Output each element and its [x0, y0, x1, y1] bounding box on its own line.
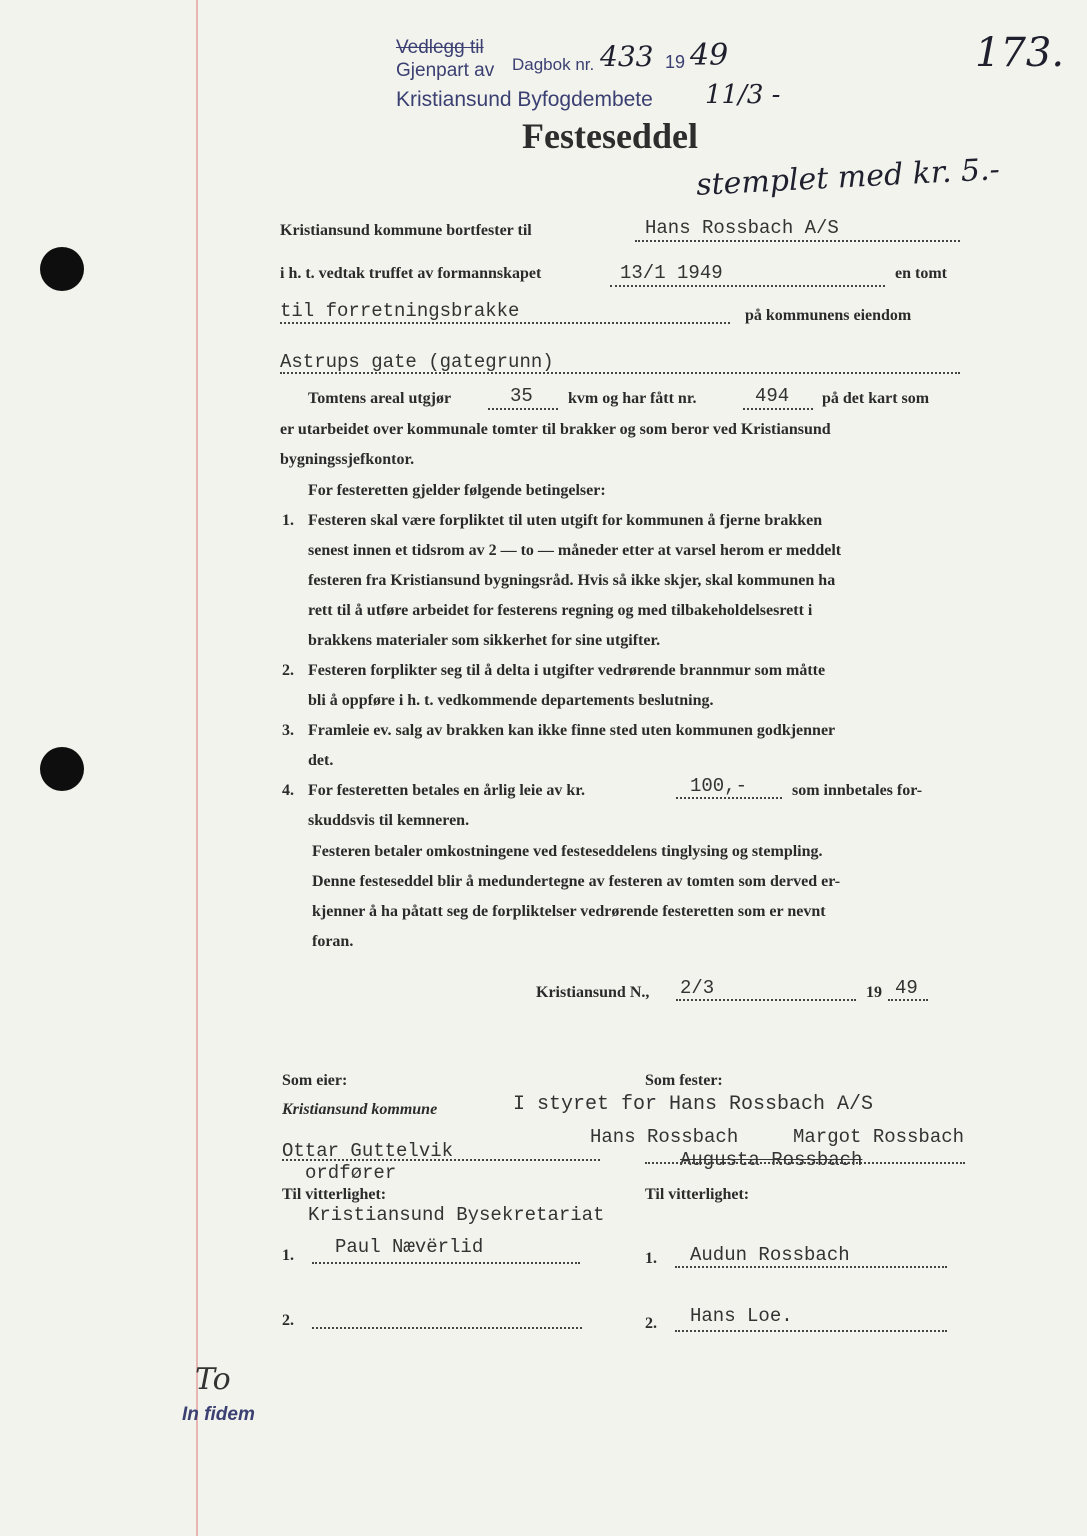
fill-line [312, 1327, 582, 1329]
stamp-line-2: Gjenpart av [396, 60, 495, 81]
condition-line: det. [308, 752, 334, 769]
area-nr: 494 [755, 385, 790, 407]
left-witness-1: Paul Nævërlid [335, 1236, 484, 1258]
stamp-date: 11/3 - [705, 80, 781, 110]
year-prefix: 19 [866, 984, 882, 1001]
fill-line [676, 797, 782, 799]
punch-hole [40, 247, 84, 291]
place-label: Kristiansund N., [536, 984, 650, 1001]
condition-line: bli å oppføre i h. t. vedkommende departements beslutning. [308, 692, 714, 709]
footer-stamp: In fidem [182, 1404, 255, 1425]
fill-line [312, 1262, 580, 1264]
margin-rule [196, 0, 198, 1536]
witness-label-right: Til vitterlighet: [645, 1186, 750, 1203]
fill-line [645, 1162, 965, 1164]
condition-line: Framleie ev. salg av brakken kan ikke finne sted uten kommunen godkjenner [308, 722, 836, 739]
fill-line [488, 408, 558, 410]
fill-line [675, 1330, 947, 1332]
intro-line-3-end: på kommunens eiendom [745, 307, 912, 324]
area-label-c: på det kart som [822, 390, 930, 407]
fill-line [280, 322, 730, 324]
left-witness-2-num: 2. [282, 1312, 294, 1329]
location: Astrups gate (gategrunn) [280, 351, 554, 373]
document-title: Festeseddel [522, 116, 698, 156]
stamp-year: 49 [690, 38, 729, 73]
owner-name: Kristiansund kommune [282, 1101, 438, 1118]
area-line-3: bygningssjefkontor. [280, 451, 415, 468]
rent-label-a: For festeretten betales en årlig leie av kr. [308, 782, 585, 799]
right-witness-2: Hans Loe. [690, 1305, 793, 1327]
left-witness-1-num: 1. [282, 1247, 294, 1264]
condition-number: 2. [282, 662, 294, 679]
closing-line: Denne festeseddel blir å medundertegne av festeren av tomten som derved er- [312, 873, 841, 890]
stamp-year-prefix: 19 [665, 52, 686, 72]
rent-amount: 100,- [690, 775, 748, 797]
sign-year: 49 [895, 977, 918, 999]
footer-mark-icon: To [195, 1362, 231, 1397]
condition-line: rett til å utføre arbeidet for festerens regning og med tilbakeholdelsesrett i [308, 602, 813, 619]
right-witness-1-num: 1. [645, 1250, 657, 1267]
stamp-note: stemplet med kr. 5.- [695, 152, 1001, 203]
condition-line: brakkens materialer som sikkerhet for sine utgifter. [308, 632, 661, 649]
condition-number: 3. [282, 722, 294, 739]
condition-line: Festeren skal være forpliktet til uten utgift for kommunen å fjerne brakken [308, 512, 823, 529]
area-line-2: er utarbeidet over kommunale tomter til brakker og som beror ved Kristiansund [280, 421, 831, 438]
fill-line [635, 240, 960, 242]
lessee-label: Som fester: [645, 1072, 723, 1089]
rent-label-b: som innbetales for- [792, 782, 923, 799]
owner-signature: Ottar Guttelvik [282, 1140, 454, 1162]
purpose: til forretningsbrakke [280, 300, 520, 322]
condition-line: festeren fra Kristiansund bygningsråd. Hvis så ikke skjer, skal kommunen ha [308, 572, 836, 589]
intro-line-2-end: en tomt [895, 265, 947, 282]
area-label-b: kvm og har fått nr. [568, 390, 697, 407]
condition-number: 1. [282, 512, 294, 529]
condition-number: 4. [282, 782, 294, 799]
area-kvm: 35 [510, 385, 533, 407]
closing-line: foran. [312, 933, 354, 950]
closing-line: kjenner å ha påtatt seg de forpliktelser vedrørende festeretten som er nevnt [312, 903, 826, 920]
fill-line [743, 408, 813, 410]
closing-line: Festeren betaler omkostningene ved festeseddelens tinglysing og stempling. [312, 843, 823, 860]
condition-line: Festeren forplikter seg til å delta i utgifter vedrørende brannmur som måtte [308, 662, 826, 679]
lessee-name: Hans Rossbach A/S [645, 217, 839, 239]
lessee-signature-1: Hans Rossbach [590, 1126, 739, 1148]
fill-line [280, 372, 960, 374]
page-number: 173. [975, 30, 1065, 76]
dagbok-number: 433 [600, 40, 654, 73]
lessee-board: I styret for Hans Rossbach A/S [513, 1093, 874, 1116]
owner-title: ordfører [305, 1162, 397, 1184]
stamp-line-1: Vedlegg til [396, 37, 484, 58]
right-witness-1: Audun Rossbach [690, 1244, 850, 1266]
conditions-intro: For festeretten gjelder følgende betingelser: [308, 482, 606, 499]
intro-line-1-label: Kristiansund kommune bortfester til [280, 222, 532, 239]
fill-line [282, 1159, 600, 1161]
fill-line [610, 285, 885, 287]
lessee-signature-3: Augusta Rossbach [680, 1149, 863, 1171]
fill-line [676, 999, 856, 1001]
right-witness-2-num: 2. [645, 1315, 657, 1332]
condition-line: senest innen et tidsrom av 2 — to — måneder etter at varsel herom er meddelt [308, 542, 842, 559]
witness-label-left: Til vitterlighet: [282, 1186, 387, 1203]
rent-line-2: skuddsvis til kemneren. [308, 812, 470, 829]
intro-line-2-label: i h. t. vedtak truffet av formannskapet [280, 265, 542, 282]
fill-line [675, 1266, 947, 1268]
punch-hole [40, 747, 84, 791]
area-label-a: Tomtens areal utgjør [308, 390, 452, 407]
decision-date: 13/1 1949 [620, 262, 723, 284]
lessee-signature-2: Margot Rossbach [793, 1126, 965, 1148]
dagbok-label: Dagbok nr. [512, 55, 595, 74]
witness-org: Kristiansund Bysekretariat [308, 1204, 605, 1226]
fill-line [888, 999, 928, 1001]
sign-date: 2/3 [680, 977, 715, 999]
owner-label: Som eier: [282, 1072, 348, 1089]
stamp-line-3: Kristiansund Byfogdembete [396, 88, 653, 111]
